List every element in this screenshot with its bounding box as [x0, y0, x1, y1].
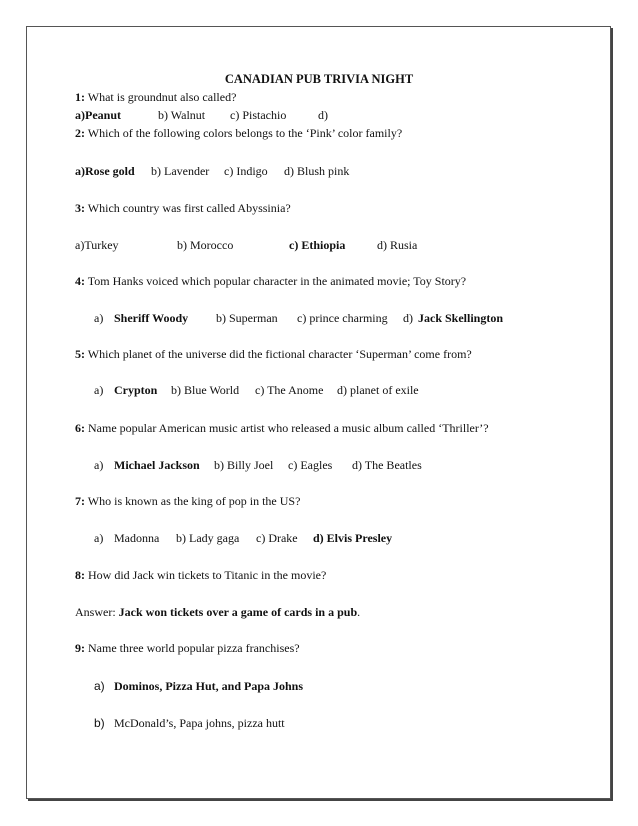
question-8 [75, 568, 326, 582]
question-text: Name popular American music artist who released a music album called ‘Thriller’? [85, 421, 489, 435]
option-d: d) The Beatles [352, 458, 422, 472]
option-a: Dominos, Pizza Hut, and Papa Johns [114, 679, 304, 693]
question-6 [75, 421, 489, 435]
question-2-options [75, 164, 575, 178]
question-text: Which planet of the universe did the fictional character ‘Superman’ come from? [85, 347, 472, 361]
question-8-answer [75, 605, 360, 619]
option-c: c) Eagles [288, 458, 333, 472]
question-number: 4: [75, 274, 85, 288]
question-number: 2: [75, 126, 85, 140]
question-number: 3: [75, 201, 85, 215]
option-c: c) prince charming [297, 311, 388, 325]
option-a: a)Turkey [75, 238, 119, 252]
option-d: d) Elvis Presley [313, 531, 393, 545]
question-3 [75, 201, 291, 215]
option-d: d) planet of exile [337, 383, 419, 397]
option-a-label: a) [94, 531, 104, 545]
option-b: b) Walnut [158, 108, 206, 122]
question-number: 7: [75, 494, 85, 508]
option-c: c) Drake [256, 531, 298, 545]
question-2 [75, 126, 402, 140]
question-text: Name three world popular pizza franchises? [85, 641, 300, 655]
question-number: 5: [75, 347, 85, 361]
option-a-label: a) [94, 383, 104, 397]
answer-period: . [357, 605, 361, 619]
question-9 [75, 641, 300, 655]
question-9-option-a [75, 679, 575, 693]
option-b: b) Lavender [151, 164, 210, 178]
page-title: CANADIAN PUB TRIVIA NIGHT [224, 72, 414, 86]
option-b: b) Superman [216, 311, 278, 325]
question-text: Which of the following colors belongs to the ‘Pink’ color family? [85, 126, 403, 140]
option-b: b) Morocco [177, 238, 234, 252]
option-b: b) Billy Joel [214, 458, 274, 472]
question-1 [75, 90, 236, 104]
option-d-label: d) [403, 311, 413, 325]
question-5-options [75, 383, 575, 397]
question-3-options [75, 238, 575, 252]
option-a: Crypton [114, 383, 158, 397]
option-a: a)Peanut [75, 108, 121, 122]
question-number: 1: [75, 90, 85, 104]
answer-label: Answer: [75, 605, 119, 619]
answer-text: Jack won tickets over a game of cards in a pub [118, 605, 358, 619]
option-b: McDonald’s, Papa johns, pizza hutt [114, 716, 285, 730]
option-c: c) Pistachio [230, 108, 287, 122]
option-d: d) [318, 108, 328, 122]
question-4 [75, 274, 466, 288]
option-b-label: b) [94, 716, 105, 730]
option-b: b) Blue World [171, 383, 240, 397]
question-number: 8: [75, 568, 85, 582]
question-text: Tom Hanks voiced which popular character in the animated movie; Toy Story? [85, 274, 467, 288]
option-d: Jack Skellington [418, 311, 504, 325]
option-a-label: a) [94, 311, 104, 325]
option-d: d) Rusia [377, 238, 418, 252]
question-5 [75, 347, 472, 361]
option-b: b) Lady gaga [176, 531, 240, 545]
option-a-label: a) [94, 679, 105, 693]
question-text: Who is known as the king of pop in the US? [85, 494, 301, 508]
question-9-option-b [75, 716, 575, 730]
option-a-label: a) [94, 458, 104, 472]
question-7 [75, 494, 300, 508]
question-number: 9: [75, 641, 85, 655]
option-d: d) Blush pink [284, 164, 350, 178]
option-c: c) Ethiopia [289, 238, 346, 252]
option-a: Michael Jackson [114, 458, 200, 472]
question-number: 6: [75, 421, 85, 435]
option-c: c) Indigo [224, 164, 268, 178]
question-6-options [75, 458, 575, 472]
option-c: c) The Anome [255, 383, 324, 397]
question-7-options [75, 531, 575, 545]
question-1-options [75, 108, 575, 122]
question-4-options [75, 311, 575, 325]
option-a: Madonna [114, 531, 160, 545]
question-text: How did Jack win tickets to Titanic in the movie? [85, 568, 327, 582]
option-a: a)Rose gold [75, 164, 135, 178]
question-text: What is groundnut also called? [85, 90, 237, 104]
question-text: Which country was first called Abyssinia? [85, 201, 291, 215]
option-a: Sheriff Woody [114, 311, 189, 325]
